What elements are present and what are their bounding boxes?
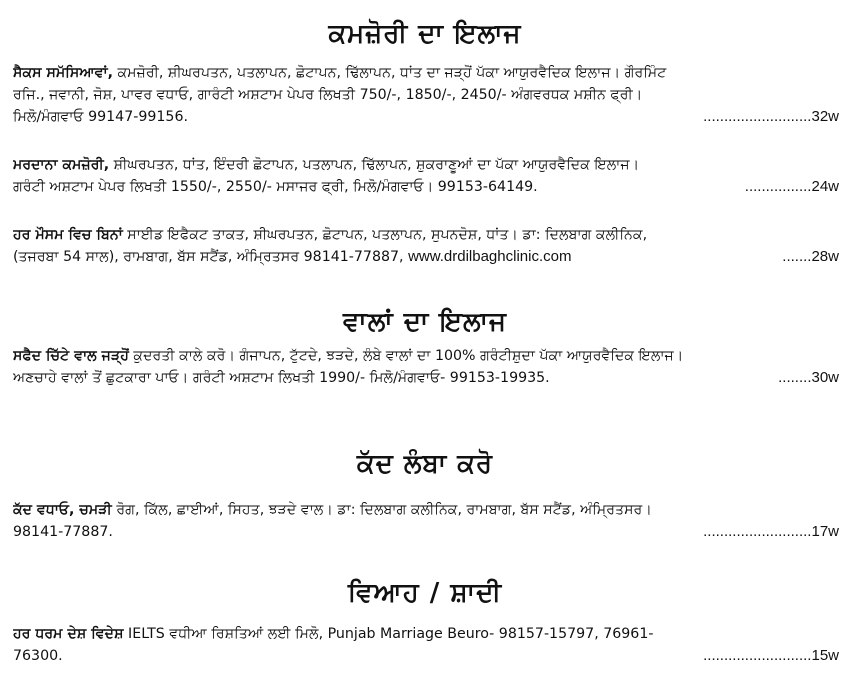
ad-text: ਕੁਦਰਤੀ ਕਾਲੇ ਕਰੋ। ਗੰਜਾਪਨ, ਟੁੱਟਦੇ, ਝੜਦੇ, ਲੰਬੇ ਵਾਲਾਂ ਦਾ 100% ਗਰੰਟੀਸ਼ੁਦਾ ਪੱਕਾ ਆਯੁਰਵੈਦਿਕ ਇਲਾਜ। xyxy=(128,348,684,364)
ad-white-hair xyxy=(13,345,839,389)
ad-line xyxy=(13,154,839,176)
ad-code: ................24w xyxy=(744,178,839,195)
section-heading-weakness: ਕਮਜ਼ੋਰੀ ਦਾ ਇਲਾਜ xyxy=(328,19,522,49)
ad-last-line xyxy=(13,246,839,268)
ad-line xyxy=(13,499,839,521)
ad-text: ਸਾਈਡ ਇਫੈਕਟ ਤਾਕਤ, ਸ਼ੀਘਰਪਤਨ, ਛੋਟਾਪਨ, ਪਤਲਾਪਨ, ਸੁਪਨਦੋਸ਼, ਧਾਂਤ। ਡਾ: ਦਿਲਬਾਗ ਕਲੀਨਿਕ, xyxy=(122,227,648,243)
section-heading-height: ਕੱਦ ਲੰਬਾ ਕਰੋ xyxy=(356,449,494,479)
ad-code: ..........................32w xyxy=(703,108,839,125)
ad-lead-text: ਸਫੈਦ ਚਿੱਟੇ ਵਾਲ ਜੜ੍ਹੋਂ xyxy=(13,348,129,364)
ad-address: (ਤਜਰਬਾ 54 ਸਾਲ), ਰਾਮਬਾਗ, ਬੱਸ ਸਟੈਂਡ, ਅੰਮ੍ਰਿਤਸਰ 98141-77887, xyxy=(13,249,404,265)
ad-dilbagh-clinic xyxy=(13,224,839,268)
ad-male-weakness xyxy=(13,154,839,198)
ad-last-line xyxy=(13,521,839,543)
section-heading-marriage: ਵਿਆਹ / ਸ਼ਾਦੀ xyxy=(347,578,503,608)
ad-lead-text: ਕੱਦ ਵਧਾਓ, ਚਮੜੀ xyxy=(13,502,112,518)
ad-contact: ਅਣਚਾਹੇ ਵਾਲਾਂ ਤੋਂ ਛੁਟਕਾਰਾ ਪਾਓ। ਗਰੰਟੀ ਅਸ਼ਟਾਮ ਲਿਖਤੀ 1990/- ਮਿਲੋ/ਮੰਗਵਾਓ- 99153-19935. xyxy=(13,370,550,386)
ad-code: ........30w xyxy=(778,369,839,386)
ad-last-line xyxy=(13,367,839,389)
ad-contact: 98141-77887. xyxy=(13,524,113,540)
ad-line xyxy=(13,345,839,367)
ad-text: ਸ਼ੀਘਰਪਤਨ, ਧਾਂਤ, ਇੰਦਰੀ ਛੋਟਾਪਨ, ਪਤਲਾਪਨ, ਢਿੱਲਾਪਨ, ਸ਼ੁਕਰਾਣੂਆਂ ਦਾ ਪੱਕਾ ਆਯੁਰਵੈਦਿਕ ਇਲਾਜ। xyxy=(109,157,640,173)
ad-code: ..........................17w xyxy=(703,523,839,540)
ad-marriage-bureau xyxy=(13,623,839,667)
ad-contact: 76300. xyxy=(13,648,63,664)
clinic-website-link[interactable]: www.drdilbaghclinic.com xyxy=(408,248,572,265)
ad-last-line xyxy=(13,176,839,198)
ad-lead-text: ਹਰ ਧਰਮ ਦੇਸ਼ ਵਿਦੇਸ਼ xyxy=(13,626,124,642)
ad-contact: ਮਿਲੋ/ਮੰਗਵਾਓ 99147-99156. xyxy=(13,109,188,125)
ad-line xyxy=(13,62,839,84)
ad-code: .......28w xyxy=(782,248,839,265)
ad-contact xyxy=(13,246,571,268)
ad-code: ..........................15w xyxy=(703,647,839,664)
ad-text: ਰੋਗ, ਕਿੱਲ, ਛਾਈਆਂ, ਸਿਹਤ, ਝੜਦੇ ਵਾਲ। ਡਾ: ਦਿਲਬਾਗ ਕਲੀਨਿਕ, ਰਾਮਬਾਗ, ਬੱਸ ਸਟੈਂਡ, ਅੰਮ੍ਰਿਤਸਰ। xyxy=(111,502,652,518)
ad-lead-text: ਸੈਕਸ ਸਮੱਸਿਆਵਾਂ, xyxy=(13,65,114,81)
ad-line xyxy=(13,224,839,246)
ad-line: ਰਜਿ., ਜਵਾਨੀ, ਜੋਸ਼, ਪਾਵਰ ਵਧਾਓ, ਗਾਰੰਟੀ ਅਸ਼ਟਾਮ ਪੇਪਰ ਲਿਖਤੀ 750/-, 1850/-, 2450/- ਅੰਗਵਰਧਕ ਮਸ਼ੀਨ ਫ੍ਰੀ। xyxy=(13,87,643,103)
ad-height-increase xyxy=(13,499,839,543)
ad-last-line xyxy=(13,645,839,667)
ad-last-line xyxy=(13,106,839,128)
ad-text: ਕਮਜ਼ੋਰੀ, ਸ਼ੀਘਰਪਤਨ, ਪਤਲਾਪਨ, ਛੋਟਾਪਨ, ਢਿੱਲਾਪਨ, ਧਾਂਤ ਦਾ ਜੜ੍ਹੋਂ ਪੱਕਾ ਆਯੁਰਵੈਦਿਕ ਇਲਾਜ। ਗੌਰਮਿੰਟ xyxy=(113,65,667,81)
ad-contact: ਗਰੰਟੀ ਅਸ਼ਟਾਮ ਪੇਪਰ ਲਿਖਤੀ 1550/-, 2550/- ਮਸਾਜਰ ਫ੍ਰੀ, ਮਿਲੋ/ਮੰਗਵਾਓ। 99153-64149. xyxy=(13,179,538,195)
section-heading-hair: ਵਾਲਾਂ ਦਾ ਇਲਾਜ xyxy=(343,307,507,337)
ad-lead-text: ਹਰ ਮੌਸਮ ਵਿਚ ਬਿਨਾਂ xyxy=(13,227,123,243)
ad-sex-problems xyxy=(13,62,839,128)
ad-lead-text: ਮਰਦਾਨਾ ਕਮਜ਼ੋਰੀ, xyxy=(13,157,110,173)
ad-line xyxy=(13,623,839,645)
ad-text: IELTS ਵਧੀਆ ਰਿਸ਼ਤਿਆਂ ਲਈ ਮਿਲੋ, Punjab Marriage Beuro- 98157-15797, 76961- xyxy=(123,626,654,642)
